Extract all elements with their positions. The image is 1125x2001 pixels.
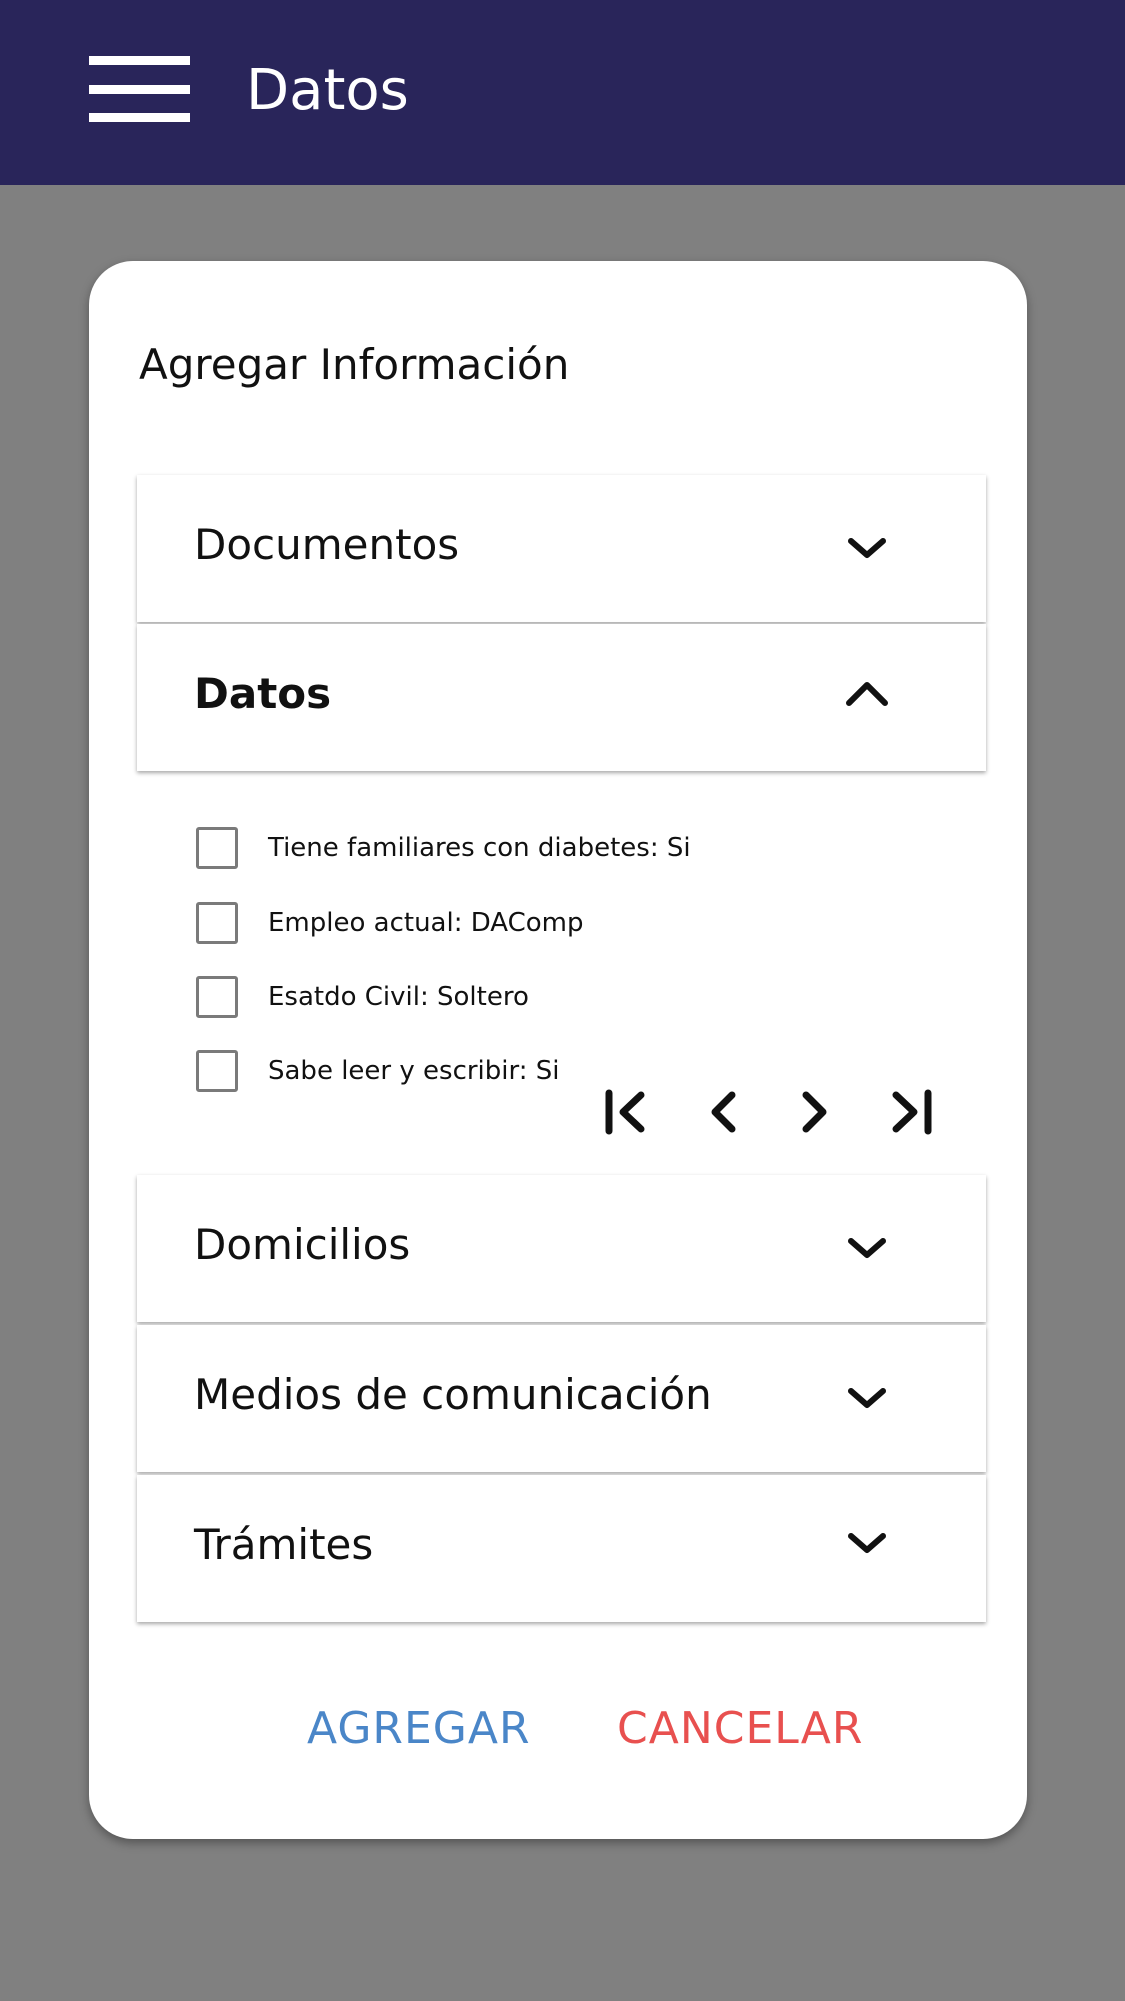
panel-title: Medios de comunicación <box>194 1370 712 1419</box>
panel-title: Documentos <box>194 520 460 569</box>
checkbox-label: Empleo actual: DAComp <box>268 908 584 938</box>
panel-title: Datos <box>194 669 332 718</box>
cancel-button[interactable]: CANCELAR <box>617 1703 864 1754</box>
hamburger-menu-icon[interactable] <box>89 56 190 122</box>
checkbox-label: Tiene familiares con diabetes: Si <box>268 833 691 863</box>
chevron-down-icon <box>845 1380 889 1414</box>
next-page-icon[interactable] <box>789 1089 839 1135</box>
dialog-title: Agregar Información <box>139 340 570 389</box>
checkbox[interactable] <box>196 976 238 1018</box>
chevron-down-icon <box>845 1525 889 1559</box>
checkbox-label: Esatdo Civil: Soltero <box>268 982 529 1012</box>
panel-datos[interactable] <box>137 624 986 771</box>
last-page-icon[interactable] <box>886 1089 936 1135</box>
panel-title: Domicilios <box>194 1220 411 1269</box>
checkbox-label: Sabe leer y escribir: Si <box>268 1056 560 1086</box>
panel-tramites[interactable] <box>137 1475 986 1622</box>
add-button[interactable]: AGREGAR <box>307 1703 531 1754</box>
previous-page-icon[interactable] <box>699 1089 749 1135</box>
panel-domicilios[interactable] <box>137 1175 986 1322</box>
panel-title: Trámites <box>194 1520 374 1569</box>
app-bar <box>0 0 1125 185</box>
chevron-up-icon <box>845 676 889 710</box>
checkbox[interactable] <box>196 1050 238 1092</box>
chevron-down-icon <box>845 1230 889 1264</box>
app-title: Datos <box>246 58 409 123</box>
panel-documentos[interactable] <box>137 475 986 622</box>
checkbox[interactable] <box>196 827 238 869</box>
chevron-down-icon <box>845 530 889 564</box>
add-information-dialog <box>89 261 1027 1839</box>
first-page-icon[interactable] <box>601 1089 651 1135</box>
checkbox[interactable] <box>196 902 238 944</box>
panel-medios-de-comunicacion[interactable] <box>137 1325 986 1472</box>
